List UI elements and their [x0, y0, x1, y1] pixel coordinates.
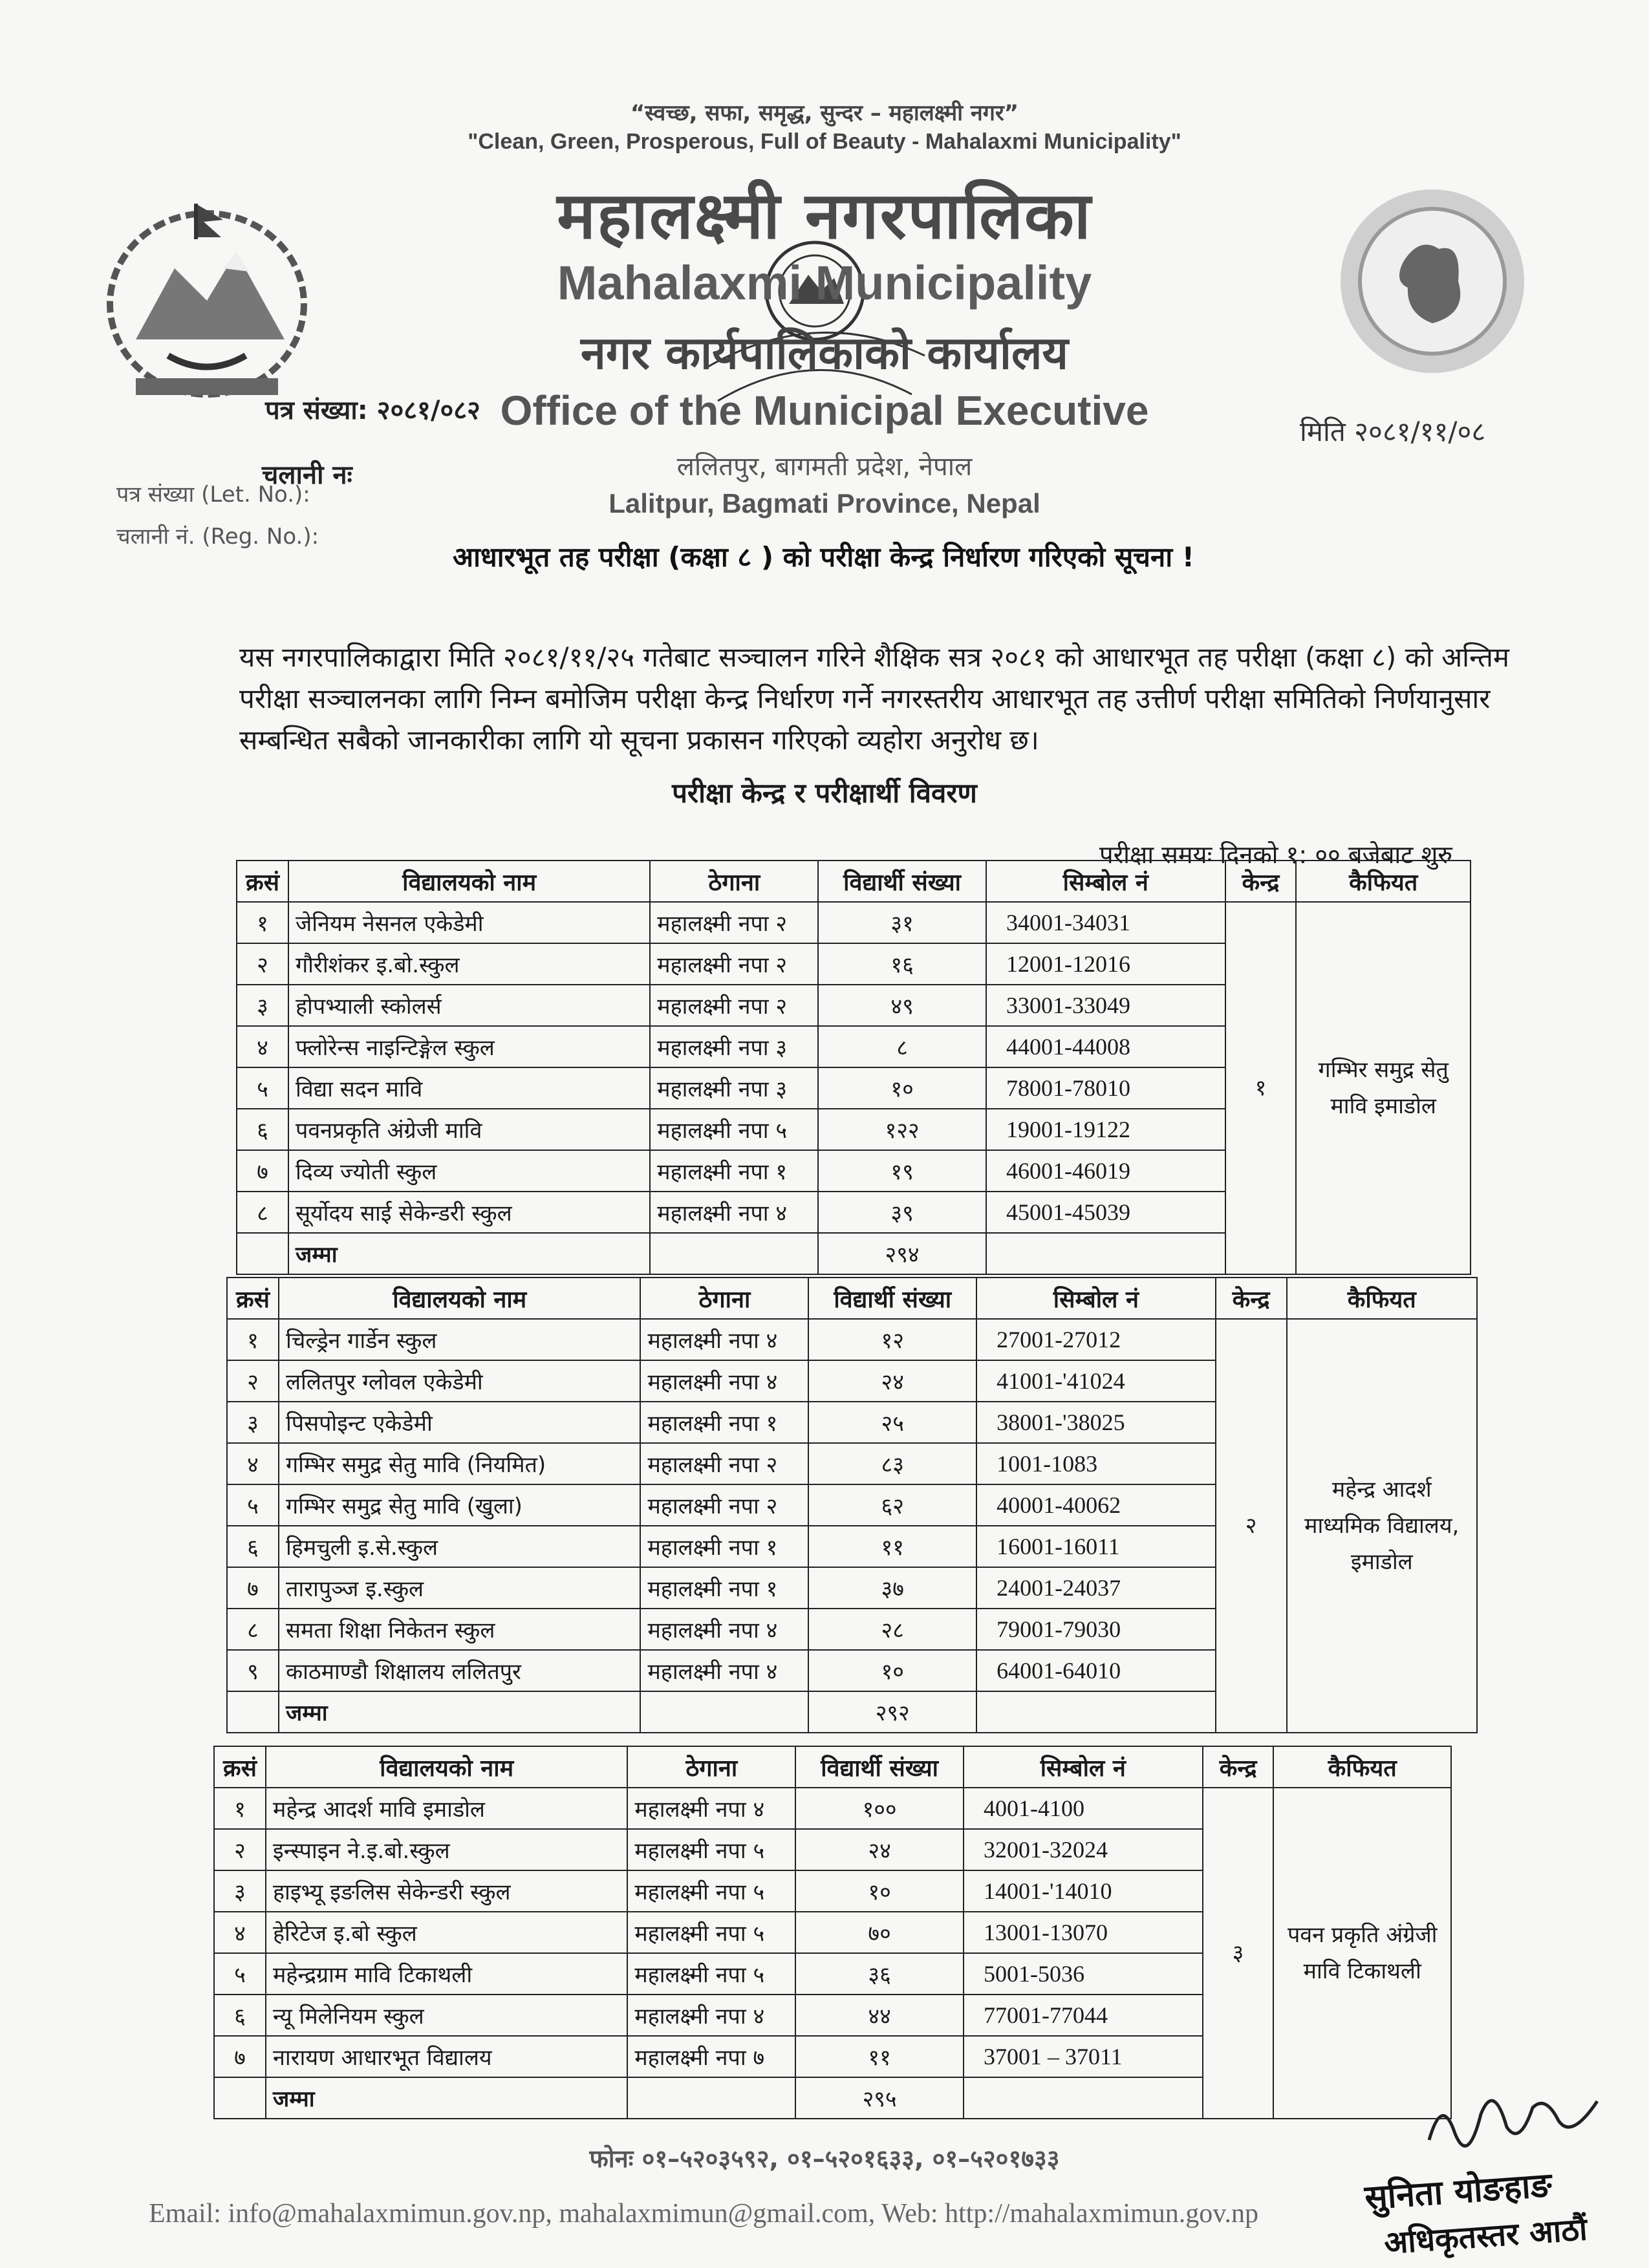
- signer-title: अधिकृतस्तर आठौं: [1383, 2211, 1589, 2262]
- exam-center-table-1: [236, 860, 1471, 1275]
- section-subtitle: परीक्षा केन्द्र र परीक्षार्थी विवरण: [672, 777, 977, 809]
- serial-number: १: [214, 1788, 266, 1829]
- header-address: ठेगाना: [650, 861, 818, 902]
- total-label: जम्मा: [279, 1691, 641, 1733]
- student-count: ४४: [795, 1995, 964, 2036]
- school-address: महालक्ष्मी नपा ५: [627, 1912, 795, 1953]
- school-address: महालक्ष्मी नपा ५: [627, 1870, 795, 1912]
- serial-number: २: [214, 1829, 266, 1870]
- school-address: महालक्ष्मी नपा २: [640, 1443, 808, 1484]
- total-blank: [976, 1691, 1216, 1733]
- school-address: महालक्ष्मी नपा ४: [640, 1319, 808, 1360]
- slogan-nepali: “स्वच्छ, सफा, समृद्ध, सुन्दर – महालक्ष्मी नगर”: [630, 100, 1019, 126]
- school-name: दिव्य ज्योती स्कुल: [288, 1150, 650, 1192]
- letter-number-value: पत्र संख्या: २०८१/०८२: [265, 396, 480, 425]
- school-name: चिल्ड्रेन गार्डेन स्कुल: [279, 1319, 641, 1360]
- slogan-english: "Clean, Green, Prosperous, Full of Beauty - Mahalaxmi Municipality": [468, 129, 1181, 154]
- school-name: गम्भिर समुद्र सेतु मावि (नियमित): [279, 1443, 641, 1484]
- header-sn: क्रसं: [227, 1278, 279, 1319]
- header-school: विद्यालयको नाम: [288, 861, 650, 902]
- student-count: १२: [808, 1319, 976, 1360]
- school-name: महेन्द्र आदर्श मावि इमाडोल: [266, 1788, 627, 1829]
- header-address: ठेगाना: [627, 1746, 795, 1788]
- letter-date: मिति २०८१/११/०८: [1300, 416, 1486, 447]
- symbol-range: 16001-16011: [976, 1526, 1216, 1567]
- serial-number: ३: [214, 1870, 266, 1912]
- school-name: हेरिटेज इ.बो स्कुल: [266, 1912, 627, 1953]
- total-value: २९५: [795, 2077, 964, 2119]
- serial-number: ९: [227, 1650, 279, 1691]
- serial-number: ५: [237, 1067, 288, 1109]
- symbol-range: 79001-79030: [976, 1609, 1216, 1650]
- header-address: ठेगाना: [640, 1278, 808, 1319]
- exam-center-table-2: [226, 1277, 1478, 1733]
- school-name: महेन्द्रग्राम मावि टिकाथली: [266, 1953, 627, 1995]
- serial-number: ७: [227, 1567, 279, 1609]
- symbol-range: 45001-45039: [986, 1192, 1225, 1233]
- letter-number-label: पत्र संख्या (Let. No.):: [116, 482, 310, 508]
- header-students: विद्यार्थी संख्या: [818, 861, 986, 902]
- office-title-nepali: नगर कार्यपालिकाको कार्यालय: [580, 326, 1069, 380]
- total-blank: [640, 1691, 808, 1733]
- student-count: ११: [808, 1526, 976, 1567]
- serial-number: २: [227, 1360, 279, 1402]
- school-address: महालक्ष्मी नपा ५: [627, 1953, 795, 1995]
- school-address: महालक्ष्मी नपा २: [650, 943, 818, 985]
- school-address: महालक्ष्मी नपा ५: [650, 1109, 818, 1150]
- symbol-range: 38001-'38025: [976, 1402, 1216, 1443]
- symbol-range: 64001-64010: [976, 1650, 1216, 1691]
- student-count: २५: [808, 1402, 976, 1443]
- header-sn: क्रसं: [214, 1746, 266, 1788]
- student-count: ३६: [795, 1953, 964, 1995]
- table-header-row: [237, 861, 1471, 902]
- total-blank: [627, 2077, 795, 2119]
- school-name: काठमाण्डौ शिक्षालय ललितपुर: [279, 1650, 641, 1691]
- symbol-range: 33001-33049: [986, 985, 1225, 1026]
- student-count: २४: [808, 1360, 976, 1402]
- school-address: महालक्ष्मी नपा १: [640, 1402, 808, 1443]
- total-blank: [214, 2077, 266, 2119]
- school-address: महालक्ष्मी नपा ३: [650, 1067, 818, 1109]
- exam-center-table-3: [213, 1746, 1452, 2119]
- office-title-english: Office of the Municipal Executive: [500, 387, 1149, 434]
- serial-number: ६: [237, 1109, 288, 1150]
- school-address: महालक्ष्मी नपा ५: [627, 1829, 795, 1870]
- notice-body: यस नगरपालिकाद्वारा मिति २०८१/११/२५ गतेबाट सञ्चालन गरिने शैक्षिक सत्र २०८१ को आधारभूत तह परीक्षा (कक्षा ८) को अन्तिम परीक्षा सञ्चालनका लागि निम्न बमोजिम परीक्षा केन्द्र निर्धारण गर्ने नगरस्तरीय आधारभूत तह उत्तीर्ण परीक्षा समितिको निर्णयानुसार सम्बन्धित सबैको जानकारीका लागि यो सूचना प्रकासन गरिएको व्यहोरा अनुरोध छ।: [239, 641, 1510, 756]
- signature-icon: [1416, 2069, 1610, 2166]
- school-name: पवनप्रकृति अंग्रेजी मावि: [288, 1109, 650, 1150]
- school-address: महालक्ष्मी नपा ४: [650, 1192, 818, 1233]
- student-count: २८: [808, 1609, 976, 1650]
- symbol-range: 34001-34031: [986, 902, 1225, 943]
- header-remarks: कैफियत: [1273, 1746, 1451, 1788]
- symbol-range: 4001-4100: [964, 1788, 1203, 1829]
- symbol-range: 78001-78010: [986, 1067, 1225, 1109]
- table-row: [214, 1788, 1451, 1829]
- student-count: १००: [795, 1788, 964, 1829]
- header-center: केन्द्र: [1216, 1278, 1287, 1319]
- school-name: न्यू मिलेनियम स्कुल: [266, 1995, 627, 2036]
- exam-center-number: १: [1225, 902, 1297, 1274]
- school-address: महालक्ष्मी नपा ४: [627, 1995, 795, 2036]
- serial-number: ५: [227, 1484, 279, 1526]
- total-label: जम्मा: [288, 1233, 650, 1274]
- footer-phone: फोनः ०१–५२०३५९२, ०१–५२०१६३३, ०१–५२०१७३३: [589, 2145, 1060, 2173]
- footer-email: Email: info@mahalaxmimun.gov.np, mahalaxmimun@gmail.com, Web: http://mahalaxmimun.gov.np: [149, 2199, 1258, 2229]
- serial-number: ४: [227, 1443, 279, 1484]
- header-center: केन्द्र: [1203, 1746, 1274, 1788]
- table-row: [237, 902, 1471, 943]
- header-symbol: सिम्बोल नं: [976, 1278, 1216, 1319]
- serial-number: ६: [227, 1526, 279, 1567]
- school-name: समता शिक्षा निकेतन स्कुल: [279, 1609, 641, 1650]
- student-count: १९: [818, 1150, 986, 1192]
- symbol-range: 13001-13070: [964, 1912, 1203, 1953]
- symbol-range: 46001-46019: [986, 1150, 1225, 1192]
- school-address: महालक्ष्मी नपा ७: [627, 2036, 795, 2077]
- signer-name: सुनिता योङहाङ: [1363, 2165, 1553, 2218]
- header-students: विद्यार्थी संख्या: [795, 1746, 964, 1788]
- symbol-range: 32001-32024: [964, 1829, 1203, 1870]
- school-address: महालक्ष्मी नपा ३: [650, 1026, 818, 1067]
- serial-number: १: [237, 902, 288, 943]
- address-nepali: ललितपुर, बागमती प्रदेश, नेपाल: [676, 452, 973, 482]
- student-count: ३९: [818, 1192, 986, 1233]
- school-address: महालक्ष्मी नपा १: [640, 1567, 808, 1609]
- header-school: विद्यालयको नाम: [279, 1278, 641, 1319]
- total-value: २९४: [818, 1233, 986, 1274]
- total-blank: [986, 1233, 1225, 1274]
- table-header-row: [214, 1746, 1451, 1788]
- school-name: विद्या सदन मावि: [288, 1067, 650, 1109]
- total-blank: [237, 1233, 288, 1274]
- total-value: २९२: [808, 1691, 976, 1733]
- registration-number-value: चलानी नः: [262, 460, 352, 490]
- total-blank: [650, 1233, 818, 1274]
- serial-number: ७: [214, 2036, 266, 2077]
- symbol-range: 41001-'41024: [976, 1360, 1216, 1402]
- student-count: १०: [818, 1067, 986, 1109]
- serial-number: ६: [214, 1995, 266, 2036]
- symbol-range: 5001-5036: [964, 1953, 1203, 1995]
- header-remarks: कैफियत: [1296, 861, 1471, 902]
- notice-title: आधारभूत तह परीक्षा (कक्षा ८ ) को परीक्षा केन्द्र निर्धारण गरिएको सूचना !: [453, 541, 1194, 573]
- student-count: १६: [818, 943, 986, 985]
- table-row: [227, 1319, 1477, 1360]
- serial-number: ३: [227, 1402, 279, 1443]
- school-name: ललितपुर ग्लोवल एकेडेमी: [279, 1360, 641, 1402]
- student-count: ८३: [808, 1443, 976, 1484]
- serial-number: ४: [214, 1912, 266, 1953]
- serial-number: २: [237, 943, 288, 985]
- header-symbol: सिम्बोल नं: [964, 1746, 1203, 1788]
- registration-number-label: चलानी नं. (Reg. No.):: [116, 524, 319, 550]
- school-name: हिमचुली इ.से.स्कुल: [279, 1526, 641, 1567]
- student-count: ८: [818, 1026, 986, 1067]
- symbol-range: 14001-'14010: [964, 1870, 1203, 1912]
- symbol-range: 12001-12016: [986, 943, 1225, 985]
- school-address: महालक्ष्मी नपा ४: [640, 1650, 808, 1691]
- symbol-range: 77001-77044: [964, 1995, 1203, 2036]
- total-blank: [964, 2077, 1203, 2119]
- school-address: महालक्ष्मी नपा १: [650, 1150, 818, 1192]
- address-english: Lalitpur, Bagmati Province, Nepal: [609, 488, 1040, 519]
- school-address: महालक्ष्मी नपा ४: [640, 1360, 808, 1402]
- school-name: सूर्योदय साई सेकेन्डरी स्कुल: [288, 1192, 650, 1233]
- student-count: ७०: [795, 1912, 964, 1953]
- symbol-range: 1001-1083: [976, 1443, 1216, 1484]
- school-name: जेनियम नेसनल एकेडेमी: [288, 902, 650, 943]
- school-name: हाइभ्यू इङलिस सेकेन्डरी स्कुल: [266, 1870, 627, 1912]
- municipality-title-english: Mahalaxmi Municipality: [557, 256, 1092, 310]
- exam-time: परीक्षा समयः दिनको १: ०० बजेबाट शुरु: [1099, 840, 1453, 869]
- total-label: जम्मा: [266, 2077, 627, 2119]
- school-name: फ्लोरेन्स नाइन्टिङ्गेल स्कुल: [288, 1026, 650, 1067]
- school-name: होपभ्याली स्कोलर्स: [288, 985, 650, 1026]
- school-address: महालक्ष्मी नपा १: [640, 1526, 808, 1567]
- symbol-range: 24001-24037: [976, 1567, 1216, 1609]
- school-address: महालक्ष्मी नपा ४: [640, 1609, 808, 1650]
- student-count: ४९: [818, 985, 986, 1026]
- header-remarks: कैफियत: [1287, 1278, 1477, 1319]
- symbol-range: 37001 – 37011: [964, 2036, 1203, 2077]
- student-count: १०: [808, 1650, 976, 1691]
- school-name: गौरीशंकर इ.बो.स्कुल: [288, 943, 650, 985]
- exam-center-number: २: [1216, 1319, 1287, 1733]
- symbol-range: 19001-19122: [986, 1109, 1225, 1150]
- serial-number: ८: [237, 1192, 288, 1233]
- school-name: तारापुञ्ज इ.स्कुल: [279, 1567, 641, 1609]
- student-count: १०: [795, 1870, 964, 1912]
- serial-number: ७: [237, 1150, 288, 1192]
- school-name: गम्भिर समुद्र सेतु मावि (खुला): [279, 1484, 641, 1526]
- school-address: महालक्ष्मी नपा २: [640, 1484, 808, 1526]
- header-school: विद्यालयको नाम: [266, 1746, 627, 1788]
- student-count: २४: [795, 1829, 964, 1870]
- exam-center-remarks: महेन्द्र आदर्श माध्यमिक विद्यालय, इमाडोल: [1287, 1319, 1477, 1733]
- serial-number: ८: [227, 1609, 279, 1650]
- student-count: ३१: [818, 902, 986, 943]
- header-center: केन्द्र: [1225, 861, 1297, 902]
- symbol-range: 40001-40062: [976, 1484, 1216, 1526]
- student-count: ३७: [808, 1567, 976, 1609]
- exam-center-remarks: गम्भिर समुद्र सेतु मावि इमाडोल: [1296, 902, 1471, 1274]
- student-count: १२२: [818, 1109, 986, 1150]
- school-name: नारायण आधारभूत विद्यालय: [266, 2036, 627, 2077]
- school-address: महालक्ष्मी नपा २: [650, 902, 818, 943]
- symbol-range: 27001-27012: [976, 1319, 1216, 1360]
- school-address: महालक्ष्मी नपा ४: [627, 1788, 795, 1829]
- exam-center-remarks: पवन प्रकृति अंग्रेजी मावि टिकाथली: [1273, 1788, 1451, 2119]
- student-count: ११: [795, 2036, 964, 2077]
- school-name: इन्स्पाइन ने.इ.बो.स्कुल: [266, 1829, 627, 1870]
- total-blank: [227, 1691, 279, 1733]
- exam-center-number: ३: [1203, 1788, 1274, 2119]
- serial-number: ३: [237, 985, 288, 1026]
- serial-number: ५: [214, 1953, 266, 1995]
- symbol-range: 44001-44008: [986, 1026, 1225, 1067]
- serial-number: ४: [237, 1026, 288, 1067]
- table-header-row: [227, 1278, 1477, 1319]
- header-sn: क्रसं: [237, 861, 288, 902]
- school-name: पिसपोइन्ट एकेडेमी: [279, 1402, 641, 1443]
- header-symbol: सिम्बोल नं: [986, 861, 1225, 902]
- student-count: ६२: [808, 1484, 976, 1526]
- school-address: महालक्ष्मी नपा २: [650, 985, 818, 1026]
- municipality-title-nepali: महालक्ष्मी नगरपालिका: [557, 178, 1092, 253]
- header-students: विद्यार्थी संख्या: [808, 1278, 976, 1319]
- serial-number: १: [227, 1319, 279, 1360]
